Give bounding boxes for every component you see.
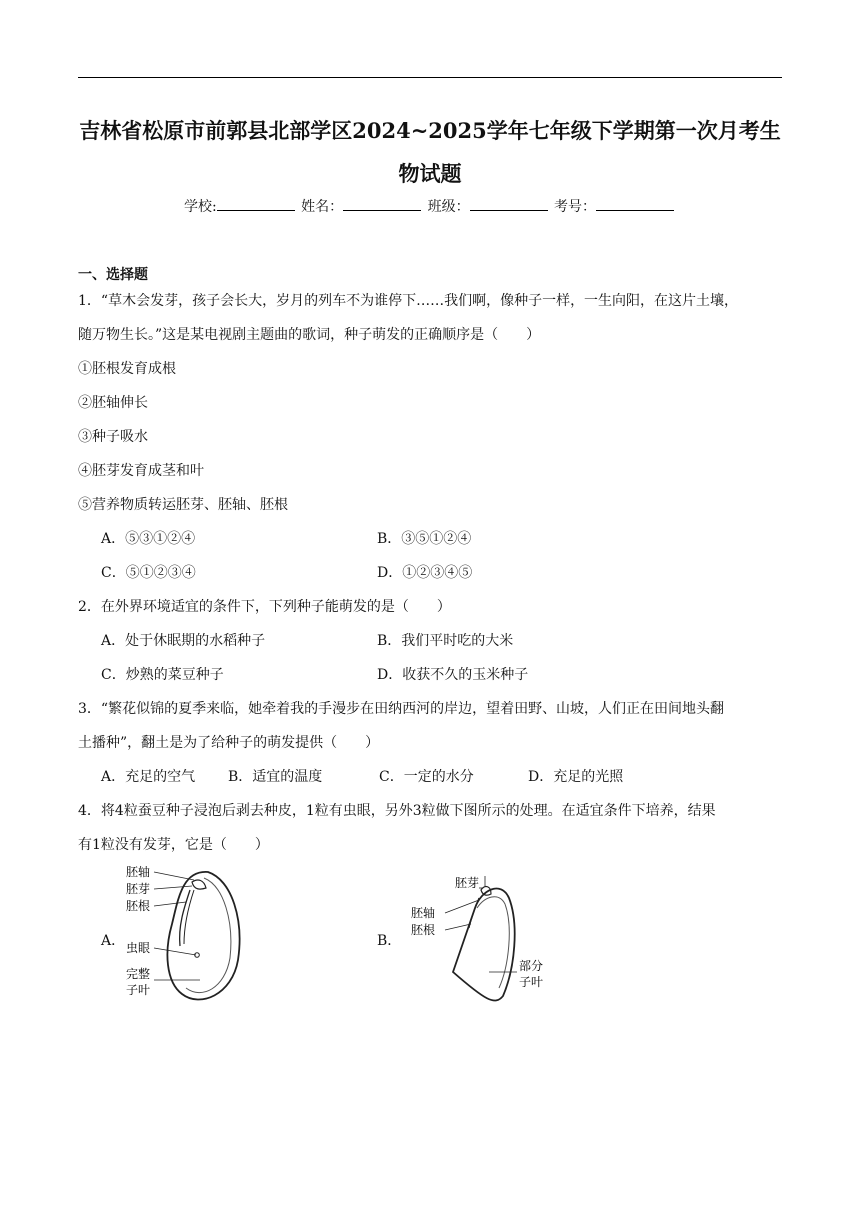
school-blank[interactable] <box>217 196 295 211</box>
q1-option-a[interactable]: A．⑤③①②④ <box>101 531 196 547</box>
q1-item-4: ④胚芽发育成茎和叶 <box>78 463 204 479</box>
q1-stem-line2: 随万物生长。”这是某电视剧主题曲的歌词，种子萌发的正确顺序是（ ） <box>78 327 541 343</box>
student-info-line <box>0 196 860 216</box>
q2-option-a[interactable]: A．处于休眠期的水稻种子 <box>101 633 266 649</box>
name-blank[interactable] <box>343 196 421 211</box>
q3-stem-line2: 土播种”，翻土是为了给种子的萌发提供（ ） <box>78 735 380 751</box>
figure-a-label-cot2: 子叶 <box>126 983 151 997</box>
figure-a-seed-diagram <box>120 860 250 1010</box>
figure-a-label-axis: 胚轴 <box>126 865 151 879</box>
exam-no-label: 考号： <box>554 199 597 215</box>
q3-option-c[interactable]: C．一定的水分 <box>379 769 474 785</box>
q1-option-d[interactable]: D．①②③④⑤ <box>377 565 473 581</box>
q1-item-5: ⑤营养物质转运胚芽、胚轴、胚根 <box>78 497 288 513</box>
q4-stem-line1: 4．将4粒蚕豆种子浸泡后剥去种皮，1粒有虫眼，另外3粒做下图所示的处理。在适宜条件下培养，结果 <box>78 803 716 819</box>
exam-no-blank[interactable] <box>596 196 674 211</box>
class-label: 班级： <box>427 199 470 215</box>
figure-b-label-axis: 胚轴 <box>411 906 436 920</box>
figure-b-label-root: 胚根 <box>411 923 436 937</box>
q1-stem-line1: 1．“草木会发芽，孩子会长大，岁月的列车不为谁停下……我们啊，像种子一样，一生向阳，在这片土壤， <box>78 293 739 309</box>
q2-option-b[interactable]: B．我们平时吃的大米 <box>377 633 514 649</box>
q4-option-b-label[interactable]: B． <box>377 933 402 949</box>
q1-item-2: ②胚轴伸长 <box>78 395 148 411</box>
figure-b-label-bud: 胚芽 <box>455 876 480 890</box>
page-title-line2: 物试题 <box>398 161 462 186</box>
q1-item-3: ③种子吸水 <box>78 429 148 445</box>
section-title: 一、选择题 <box>78 267 148 283</box>
q2-option-c[interactable]: C．炒熟的菜豆种子 <box>101 667 224 683</box>
figure-b-label-cot1: 部分 <box>519 959 544 973</box>
q3-option-a[interactable]: A．充足的空气 <box>101 769 196 785</box>
q1-item-1: ①胚根发育成根 <box>78 361 176 377</box>
q2-option-d[interactable]: D．收获不久的玉米种子 <box>377 667 529 683</box>
q3-option-b[interactable]: B．适宜的温度 <box>228 769 323 785</box>
q3-stem-line1: 3．“繁花似锦的夏季来临，她牵着我的手漫步在田纳西河的岸边，望着田野、山坡，人们正在田间地头翻 <box>78 701 725 717</box>
figure-a-label-root: 胚根 <box>126 899 151 913</box>
page-title-line1: 吉林省松原市前郭县北部学区2024~2025学年七年级下学期第一次月考生 <box>79 118 781 143</box>
figure-b-seed-diagram <box>405 868 555 1008</box>
header-rule <box>78 77 782 78</box>
q3-option-d[interactable]: D．充足的光照 <box>528 769 624 785</box>
class-blank[interactable] <box>470 196 548 211</box>
q1-option-b[interactable]: B．③⑤①②④ <box>377 531 472 547</box>
school-label: 学校: <box>183 199 217 215</box>
figure-a-label-bud: 胚芽 <box>126 882 151 896</box>
figure-b-label-cot2: 子叶 <box>519 975 544 989</box>
figure-a-label-hole: 虫眼 <box>126 941 151 955</box>
figure-a-embryo <box>192 880 206 889</box>
q4-stem-line2: 有1粒没有发芽，它是（ ） <box>78 837 269 853</box>
q1-option-c[interactable]: C．⑤①②③④ <box>101 565 196 581</box>
figure-a-label-cot1: 完整 <box>126 967 151 981</box>
q2-stem: 2．在外界环境适宜的条件下，下列种子能萌发的是（ ） <box>78 599 451 615</box>
name-label: 姓名： <box>301 199 344 215</box>
q4-option-a-label[interactable]: A． <box>101 933 126 949</box>
